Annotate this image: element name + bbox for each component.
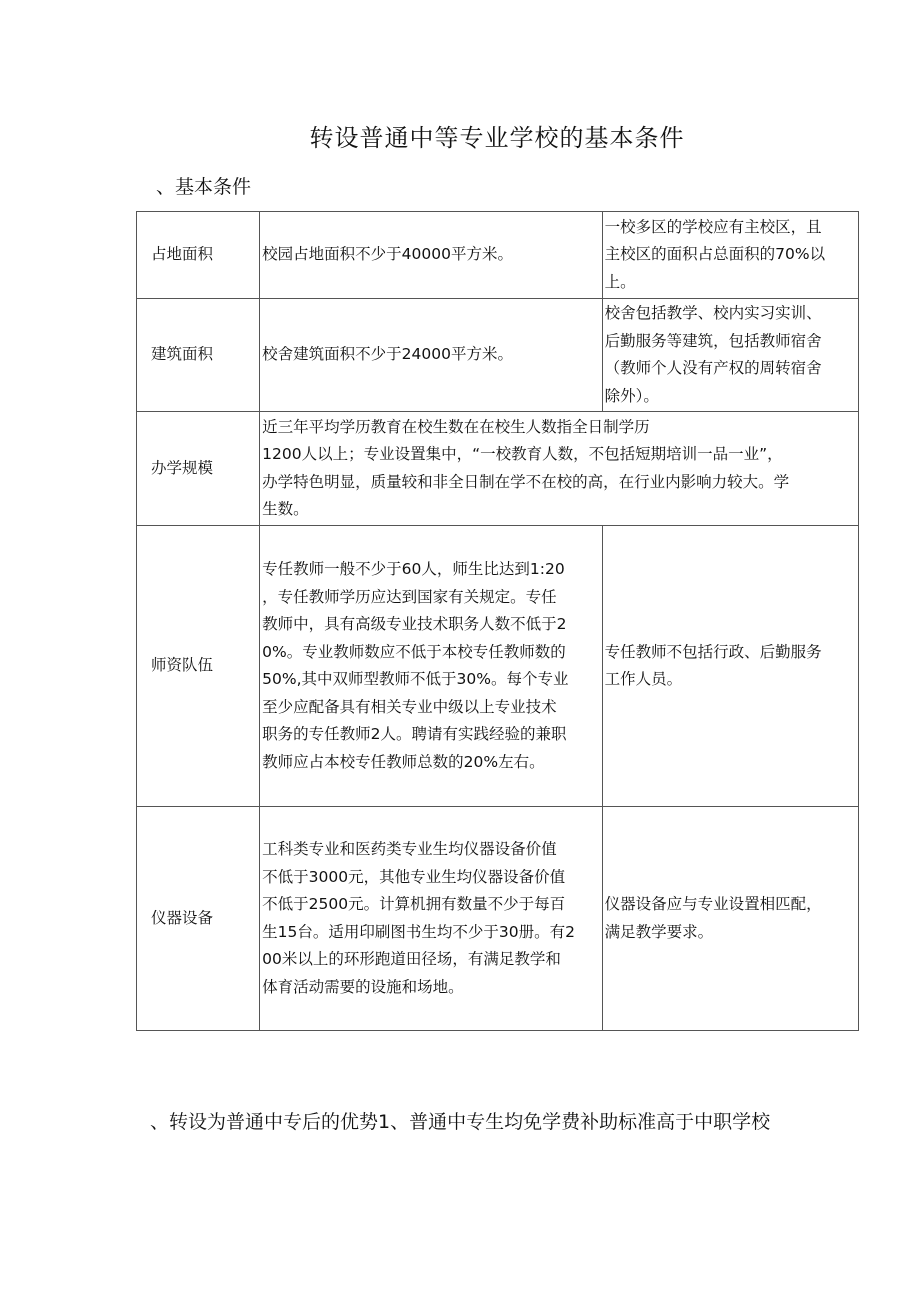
row-label: 建筑面积 (137, 299, 260, 412)
basic-conditions-table (136, 211, 859, 1031)
requirement-cell: 校舍建筑面积不少于24000平方米。 (260, 299, 602, 412)
row-label: 师资队伍 (137, 526, 260, 807)
table-row (137, 807, 859, 1031)
merged-requirement-cell: 近三年平均学历教育在校生数在在校生人数指全日制学历 1200人以上；专业设置集中，“一校教育人数，不包括短期培训一品一业”， 办学特色明显，质量较和非全日制在学不在校的高，在行业内影响力较大。学 生数。 (260, 412, 859, 526)
requirement-cell: 工科类专业和医药类专业生均仪器设备价值 不低于3000元，其他专业生均仪器设备价值 不低于2500元。计算机拥有数量不少于每百 生15台。适用印刷图书生均不少于30册。有2 00米以上的环形跑道田径场，有满足教学和 体育活动需要的设施和场地。 (260, 807, 602, 1031)
document-title: 转设普通中等专业学校的基本条件 (309, 124, 685, 152)
table-row (137, 212, 859, 299)
section-heading-basic-conditions: 、基本条件 (156, 176, 252, 198)
table-row (137, 412, 859, 526)
row-label: 占地面积 (137, 212, 260, 299)
row-label: 办学规模 (137, 412, 260, 526)
table-row (137, 299, 859, 412)
table-row (137, 526, 859, 807)
row-label: 仪器设备 (137, 807, 260, 1031)
note-cell: 专任教师不包括行政、后勤服务 工作人员。 (602, 526, 858, 807)
requirement-cell: 校园占地面积不少于40000平方米。 (260, 212, 602, 299)
note-cell: 一校多区的学校应有主校区，且 主校区的面积占总面积的70%以 上。 (602, 212, 858, 299)
note-cell: 仪器设备应与专业设置相匹配， 满足教学要求。 (602, 807, 858, 1031)
note-cell: 校舍包括教学、校内实习实训、 后勤服务等建筑，包括教师宿舍 （教师个人没有产权的周转宿舍 除外）。 (602, 299, 858, 412)
requirement-cell: 专任教师一般不少于60人，师生比达到1:20 ，专任教师学历应达到国家有关规定。专任 教师中，具有高级专业技术职务人数不低于2 0%。专业教师数应不低于本校专任教师数的 50%,其中双师型教师不低于30%。每个专业 至少应配备具有相关专业中级以上专业技术 职务的专任教师2人。聘请有实践经验的兼职 教师应占本校专任教师总数的20%左右。 (260, 526, 602, 807)
section-heading-advantages: 、转设为普通中专后的优势1、普通中专生均免学费补助标准高于中职学校 (150, 1111, 771, 1133)
